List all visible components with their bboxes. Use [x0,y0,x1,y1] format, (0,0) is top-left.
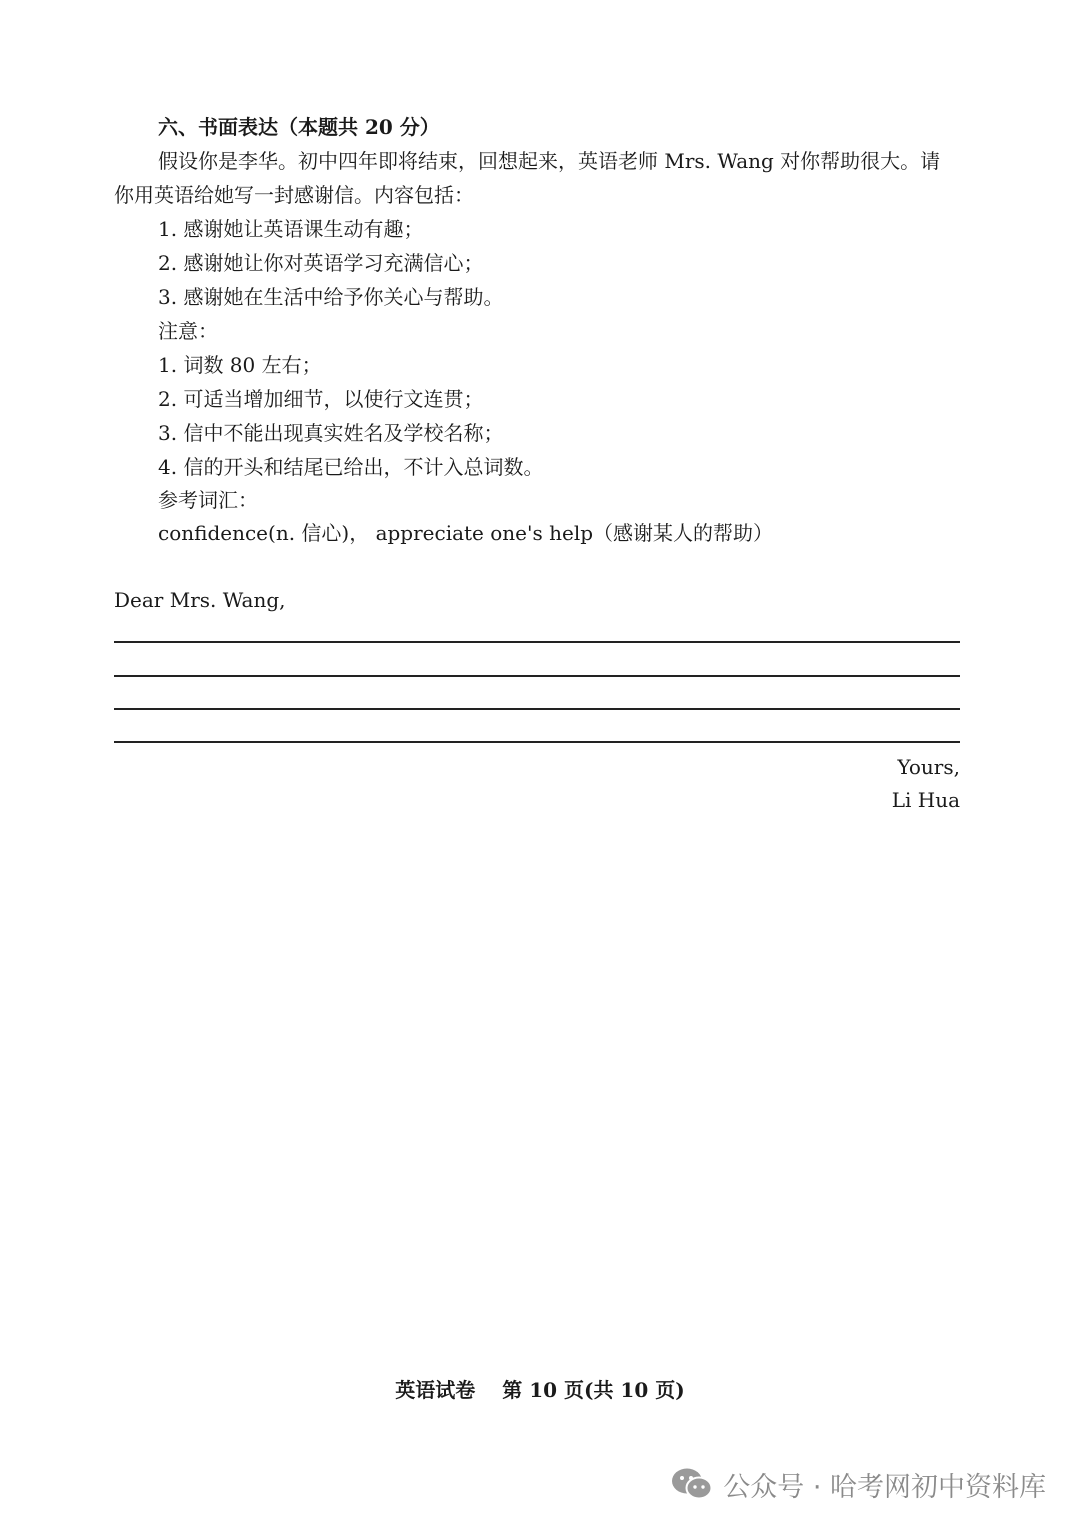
footer-subject: 英语试卷 [395,1378,476,1402]
note-3: 3. 信中不能出现真实姓名及学校名称； [158,421,504,445]
content-point-3: 3. 感谢她在生活中给予你关心与帮助。 [158,285,504,309]
letter-closing: Yours, [897,755,960,779]
content-point-2: 2. 感谢她让你对英语学习充满信心； [158,251,484,275]
letter-signature: Li Hua [891,788,960,812]
writing-line-4[interactable] [114,741,960,743]
letter-salutation: Dear Mrs. Wang, [114,588,286,612]
content-point-1: 1. 感谢她让英语课生动有趣； [158,217,424,241]
vocab-title: 参考词汇： [158,488,258,512]
footer-page-number: 第 10 页(共 10 页) [502,1378,685,1402]
prompt-line-1: 假设你是李华。初中四年即将结束，回想起来，英语老师 Mrs. Wang 对你帮助很大。请 [158,149,941,173]
prompt-line-2: 你用英语给她写一封感谢信。内容包括： [114,183,474,207]
notes-title: 注意： [158,319,218,343]
watermark [671,1462,1046,1506]
writing-line-3[interactable] [114,708,960,710]
watermark-text: 公众号 · 哈考网初中资料库 [723,1471,1046,1503]
writing-line-2[interactable] [114,675,960,677]
vocab-line: confidence(n. 信心)， appreciate one's help（感谢某人的帮助） [158,521,774,545]
note-4: 4. 信的开头和结尾已给出，不计入总词数。 [158,455,544,479]
note-1: 1. 词数 80 左右； [158,353,322,377]
section-title: 六、书面表达（本题共 20 分） [158,115,440,139]
page-footer [0,1374,1080,1403]
wechat-icon [671,1466,713,1502]
writing-line-1[interactable] [114,641,960,643]
note-2: 2. 可适当增加细节，以使行文连贯； [158,387,484,411]
